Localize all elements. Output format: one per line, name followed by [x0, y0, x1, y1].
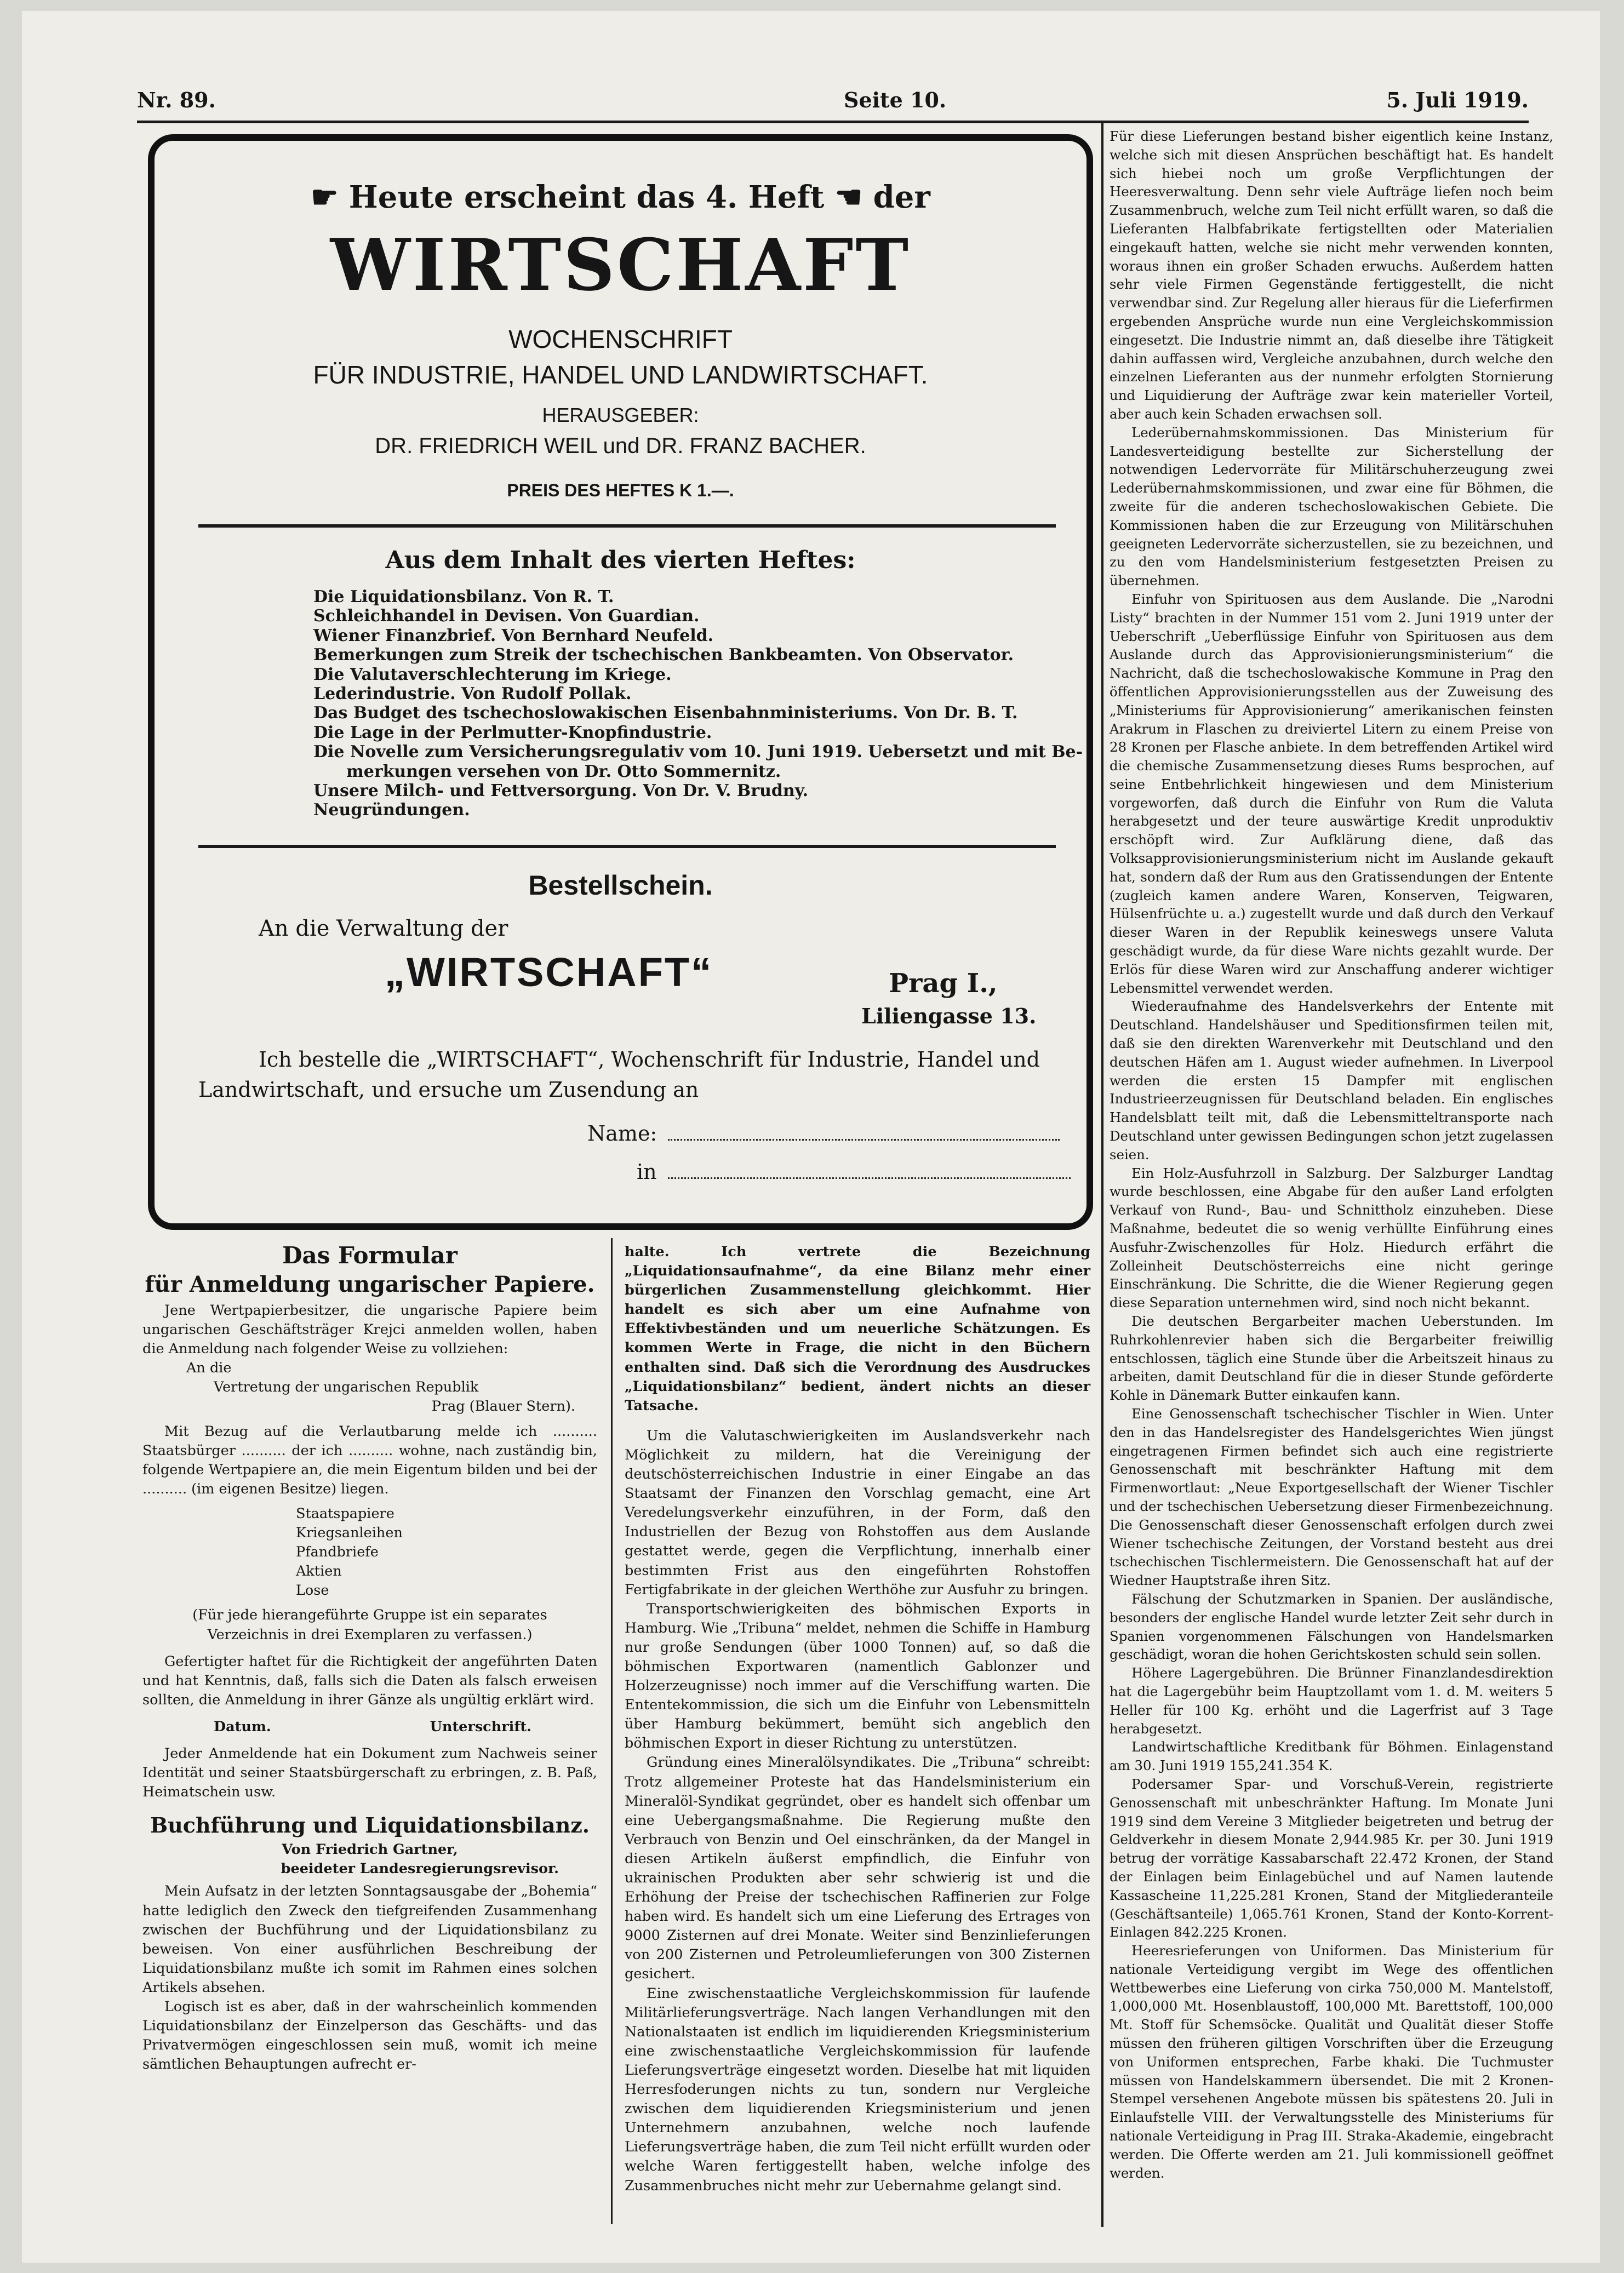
uniformen-paragraph: Heeresrieferungen von Uniformen. Das Ministerium für nationale Verteidigung vergibt im Wege des offentlichen Wettbewerbes eine Lieferung von cirka 750,000 M. Mantelstoff, 1,000,000 Mt. Hosenblaustoff, 100,000 Mt. Barettstoff, 100,000 Mt. Stoff für Schemsöcke. Qualität und Qualität dieser Stoffe müssen den früheren giltigen Vorschriften über die Erzeugung von Uniformen entsprechen, Farbe khaki. Die Tuchmuster müssen von Handelskammern übersendet. Die mit 2 Kronen-Stempel versehenen Angebote müssen bis spätestens 20. Juli in Einlaufstelle VIII. der Verwaltungsstelle des Ministeriums für nationale Verteidigung in Prag III. Straka-Akademie, eingebracht werden. Die Offerte werden am 21. Juli kommissionell geöffnet werden. — [1110, 1943, 1553, 2181]
handelsverkehr-paragraph: Wiederaufnahme des Handelsverkehrs der Entente mit Deutschland. Handelshäuser und Speditionsfirmen teilen mit, daß sie den direkten Warenverkehr mit Deutschland und den deutschen Häfen am 1. August wieder aufnehmen. In Liverpool werden die ersten 15 Dampfer mit englischen Industrieerzeugnissen für Deutschland beladen. Ein englisches Handelsblatt teilt mit, daß die Lebensmitteltransporte nach Deutschland unter gewissen Bedingungen schon jetzt zugelassen seien. — [1110, 998, 1553, 1163]
page-number: Seite 10. — [844, 88, 947, 112]
bergarbeiter-paragraph: Die deutschen Bergarbeiter machen Ueberstunden. Im Ruhrkohlenrevier haben sich die Bergarbeiter freiwillig entschlossen, täglich eine Stunde über die Arbeitszeit hinaus zu arbeiten, damit Deutschland für die in dieser Stunde geförderte Kohle in Dänemark Butter einkaufen kann. — [1110, 1313, 1553, 1404]
header-rule — [137, 121, 1529, 123]
ad-order-name: „WIRTSCHAFT“ — [385, 949, 713, 995]
content-item: Wiener Finanzbrief. Von Bernhard Neufeld. — [313, 626, 714, 645]
issue-number: Nr. 89. — [137, 88, 216, 112]
name-field[interactable] — [668, 1139, 1060, 1141]
ad-announcement: Heute erscheint das 4. Heft — [348, 179, 825, 215]
vertretung: Vertretung der ungarischen Republik — [214, 1379, 479, 1396]
ad-order-text-2: Landwirtschaft, und ersuche um Zusendung an — [198, 1078, 699, 1102]
vergleichskommission-paragraph: Eine zwischenstaatliche Vergleichskommission für laufende Militärlieferungsverträge. Nach langen Verhandlungen mit den Nationalstaaten ist endlich im liquidierenden Kriegsministerium eine zwischenstaatliche Vergleichskommission für laufende Lieferungsverträge eingesetzt worden. Dieselbe hat mit liquiden Herresfoderungen nichts zu tun, sondern nur Vergleiche zwischen dem liquidierenden Kriegsministerium und jenen Unternehmern anzubahnen, welche noch laufende Lieferungsverträge haben, die zum Teil nicht erfüllt wurden oder welche Waren fertiggestellt haben, welche infolge des Zusammenbruches nicht mehr zur Uebernahme gelangt sind. — [625, 1985, 1090, 2194]
ad-announcement-der: der — [873, 179, 930, 215]
buchfuehrung-paragraph-1: Mein Aufsatz in der letzten Sonntagsausgabe der „Bohemia“ hatte lediglich den Zweck den tiefgreifenden Zusammenhang zwischen der Buchführung und der Liquidationsbilanz zu beweisen. Von einer ausführlichen Beschreibung der Liquidationsbilanz mußte ich somit im Rahmen eines solchen Artikels absehen. — [142, 1883, 597, 1996]
valuta-paragraph: Um die Valutaschwierigkeiten im Auslandsverkehr nach Möglichkeit zu mildern, hat die Vereinigung der deutschösterreichischen Industrie in einer Eingabe an das Staatsamt der Finanzen den Vorschlag gemacht, eine Art Veredelungsverkehr einzuführen, in der Form, daß den Industriellen der Bezug von Rohstoffen aus dem Auslande gestattet werde, gegen die Verpflichtung, innerhalb einer bestimmten Frist aus den eingeführten Rohstoffen Fertigfabrikate in der gleichen Werthöhe zur Ausfuhr zu bringen. — [625, 1427, 1090, 1598]
unterschrift-label: Unterschrift. — [430, 1718, 531, 1735]
address-field[interactable] — [668, 1177, 1071, 1179]
ad-editors-label: HERAUSGEBER: — [542, 404, 699, 426]
content-item: Die Novelle zum Versicherungsregulativ vom 10. Juni 1919. Uebersetzt und mit Be- — [313, 742, 1083, 762]
jeder-anmeldende: Jeder Anmeldende hat ein Dokument zum Nachweis seiner Identität und seiner Staatsbürgerschaft zu erbringen, z. B. Paß, Heimatschein usw. — [142, 1745, 597, 1801]
column-divider-left — [611, 1238, 613, 2224]
content-item: Lederindustrie. Von Rudolf Pollak. — [313, 684, 632, 704]
ad-rule-2 — [198, 845, 1056, 848]
pointing-hand-icon: ☛ — [311, 179, 339, 215]
content-item: Unsere Milch- und Fettversorgung. Von Dr. V. Brudny. — [313, 781, 809, 801]
buchfuehrung-author-role: beeideter Landesregierungsrevisor. — [281, 1860, 559, 1877]
mineraloel-paragraph: Gründung eines Mineralölsyndikates. Die „Tribuna“ schreibt: Trotz allgemeiner Proteste hat das Handelsministerium ein Mineralöl-Syndikat gegründet, ober es handelt sich offenbar um eine Uebergangsmaßnahme. Die Regierung mußte den Verbrauch von Benzin und Oel einschränken, da der Mangel in diesen Artikeln äußerst empfindlich, die Einfuhr von ukrainischen Produkten aber sehr schwierig ist und die Erhöhung der Preise der tschechischen Raffinerien zur Folge haben wird. Es handelt sich um eine Lieferung des Ertrages von 9000 Zisternen auf drei Monate. Weiter sind Benzinlieferungen von 200 Zisternen und Petroleumlieferungen von 300 Zisternen gesichert. — [625, 1754, 1090, 1983]
ad-in-label: in — [637, 1160, 1071, 1184]
content-item: Bemerkungen zum Streik der tschechischen Bankbeamten. Von Observator. — [313, 645, 1014, 665]
left-column — [142, 1241, 597, 2074]
buchfuehrung-paragraph-2: Logisch ist es aber, daß in der wahrscheinlich kommenden Liquidationsbilanz der Einzelperson das Geschäfts- und das Privatvermögen eingeschlossen sein muß, womit ich meine sämtlichen Behauptungen aufrecht er- — [142, 1999, 597, 2073]
ad-order-to: An die Verwaltung der — [259, 916, 508, 941]
papers-list — [142, 1504, 597, 1600]
ad-subtitle-2: FÜR INDUSTRIE, HANDEL UND LANDWIRTSCHAFT. — [313, 360, 928, 389]
ad-contents-list — [313, 587, 1083, 820]
ad-contents-title: Aus dem Inhalt des vierten Heftes: — [385, 546, 856, 574]
formular-title-2: für Anmeldung ungarischer Papiere. — [145, 1272, 595, 1297]
prag-address: Prag (Blauer Stern). — [431, 1398, 575, 1415]
ad-order-text-1: Ich bestelle die „WIRTSCHAFT“, Wochenschrift für Industrie, Handel und — [259, 1047, 1040, 1072]
genossenschaft-tischler-paragraph: Eine Genossenschaft tschechischer Tischler in Wien. Unter den in das Handelsregister des Handelsgerichtes Wien jüngst eingetragenen Firmen befindet sich auch eine registrierte Genossenschaft mit beschränkter Haftung mit dem Firmenwortlaut: „Neue Exportgesellschaft der Wiener Tischler und der tschechischen Uebersetzung dieser Firmenbezeichnung. Die Genossenschaft dieser Genossenschaft erfolgen durch zwei Wiener tschechische Zeitungen, der Vorstand besteht aus drei tschechischen Tischlermeistern. Die Genossenschaft hat auf der Wiedner Hauptstraße ihren Sitz. — [1110, 1405, 1553, 1589]
newspaper-page — [22, 11, 1600, 2263]
page-header — [137, 88, 1529, 118]
ad-price: PREIS DES HEFTES K 1.—. — [507, 480, 734, 500]
right-column — [1110, 127, 1553, 2182]
ad-editors: DR. FRIEDRICH WEIL und DR. FRANZ BACHER. — [375, 434, 866, 458]
buchfuehrung-title: Buchführung und Liquidationsbilanz. — [150, 1813, 590, 1838]
formular-intro: Jene Wertpapierbesitzer, die ungarische Papiere beim ungarischen Geschäftsträger Krejci anmelden wollen, haben die Anmeldung nach folgender Weise zu vollziehen: — [142, 1302, 597, 1358]
kreditbank-paragraph: Landwirtschaftliche Kreditbank für Böhmen. Einlagenstand am 30. Juni 1919 155,241.354 K. — [1110, 1739, 1553, 1774]
ad-order-street: Liliengasse 13. — [861, 1004, 1037, 1028]
formular-title-1: Das Formular — [282, 1242, 458, 1269]
paper-type: Lose — [296, 1582, 329, 1599]
spar-verein-paragraph: Podersamer Spar- und Vorschuß-Verein, registrierte Genossenschaft mit unbeschränkter Haftung. Im Monate Juni 1919 sind dem Vereine 3 Mitglieder beigetreten und betrug der Geldverkehr in diesem Monate 2,944.985 Kr. per 30. Juni 1919 betrug der vorrätige Kassabarschaft 22.472 Kronen, der Stand der Einlagen beim Einlagebüchel und auf Namen lautende Kassascheine 11,225.281 Kronen, Stand der Mitgliederanteile (Geschäftsanteile) 1,065.761 Kronen, Stand der Konto-Korrent-Einlagen 842.225 Kronen. — [1110, 1776, 1553, 1940]
liquidation-continued: halte. Ich vertrete die Bezeichnung „Liquidationsaufnahme“, da eine Bilanz mehr einer bürgerlichen Zusammenstellung gleichkommt. Hier handelt es sich aber um eine Aufnahme von Effektivbeständen und um neuerliche Schätzungen. Es kommen Werte in Frage, die nicht in den Büchern enthalten sind. Daß sich die Verordnung des Ausdruckes „Liquidationsbilanz“ bedient, ändert nichts an dieser Tatsache. — [625, 1244, 1090, 1414]
middle-column — [625, 1243, 1090, 2196]
transport-paragraph: Transportschwierigkeiten des böhmischen Exports in Hamburg. Wie „Tribuna“ meldet, nehmen die Schiffe in Hamburg nur große Sendungen (über 1000 Tonnen) auf, so daß die böhmischen Exportwaren (namentlich Gablonzer und Holzerzeugnisse) noch immer auf die Verschiffung warten. Die Ententekommission, die sich um die Einfuhr von Lebensmitteln über Hamburg bekümmert, bemüht sich angeblich den böhmischen Export in dieser Richtung zu unterstützen. — [625, 1600, 1090, 1752]
content-item: Das Budget des tschechoslowakischen Eisenbahnministeriums. Von Dr. B. T. — [313, 703, 1018, 723]
mit-bezug: Mit Bezug auf die Verlautbarung melde ich .......... Staatsbürger .......... der ich .......... wohne, nach zuständig bin, folgende Wertpapiere an, die mein Eigentum bilden und bei der .......... (im eigenen Besitze) liegen. — [142, 1423, 597, 1497]
paper-type: Kriegsanleihen — [296, 1525, 403, 1542]
issue-date: 5. Juli 1919. — [1386, 88, 1529, 112]
ad-title: WIRTSCHAFT — [330, 223, 911, 307]
paper-type: Staatspapiere — [296, 1505, 394, 1522]
pointing-hand-icon-2: ☚ — [834, 179, 863, 215]
fuer-jede-note: (Für jede hierangeführte Gruppe ist ein separates Verzeichnis in drei Exemplaren zu verfassen.) — [192, 1607, 547, 1643]
ad-rule-1 — [198, 524, 1056, 528]
content-item: Die Valutaverschlechterung im Kriege. — [313, 665, 672, 684]
datum-label: Datum. — [214, 1718, 271, 1735]
lederuebernahme-paragraph: Lederübernahmskommissionen. Das Ministerium für Landesverteidigung bestellte zur Sicherstellung der notwendigen Ledervorräte für Militärschuherzeugung zwei Lederübernahmskommissionen, und zwar eine für Böhmen, die zweite für die anderen tschechoslowakischen Gebiete. Die Kommissionen haben die zur Erzeugung von Militärschuhen geeigneten Ledervorräte sicherzustellen, sie zu bezeichnen, und zu den vom Handelsministerium festgesetzten Preisen zu übernehmen. — [1110, 424, 1553, 589]
paper-type: Aktien — [296, 1563, 342, 1580]
content-item: Die Lage in der Perlmutter-Knopfindustrie. — [313, 723, 712, 742]
ad-subtitle-1: WOCHENSCHRIFT — [508, 325, 733, 353]
ad-order-title: Bestellschein. — [528, 870, 713, 901]
content-item: Neugründungen. — [313, 800, 470, 820]
content-item: Die Liquidationsbilanz. Von R. T. — [313, 587, 614, 606]
buchfuehrung-author: Von Friedrich Gartner, — [282, 1841, 458, 1858]
spirituosen-paragraph: Einfuhr von Spirituosen aus dem Auslande. Die „Narodni Listy“ brachten in der Nummer 151 vom 2. Juni 1919 unter der Ueberschrift „Ueberflüssige Einfuhr von Spirituosen aus dem Auslande durch das Approvisionierungsministerium“ die Nachricht, daß die tschechoslowakische Kommune in Prag den öffentlichen Approvisionierungsstellen aus der Zuweisung des „Ministeriums für Approvisionierung“ amerikanischen feinsten Arakrum in Flaschen zu dreiviertel Litern zu einem Preise von 28 Kronen per Flasche anbiete. In dem betreffenden Artikel wird die chemische Zusammensetzung dieses Rums besprochen, auf seine Entbehrlichkeit hingewiesen und dem Ministerium vorgeworfen, daß durch die Einfuhr von Rum die Valuta herabgesetzt und der teure auswärtige Kredit unproduktiv erschöpft wird. Zur Aufklärung diene, daß das Volksapprovisionierungsministerium nicht im Auslande gekauft hat, sondern daß der Rum aus den Gratissendungen der Entente (zugleich kamen andere Waren, Konserven, Teigwaren, Hülsenfrüchte u. a.) zugestellt wurde und daß durch den Verkauf dieser Waren in der Republik keineswegs unsere Valuta geschädigt wurde, da für diese Ware nichts gezahlt wurde. Der Erlös für diese Waren wird zur Anschaffung anderer wichtiger Lebensmittel verwendet werden. — [1110, 591, 1553, 996]
ad-name-label: Name: — [587, 1121, 1060, 1146]
holz-ausfuhrzoll-paragraph: Ein Holz-Ausfuhrzoll in Salzburg. Der Salzburger Landtag wurde beschlossen, eine Abgabe für den außer Land erfolgten Verkauf von Rund-, Bau- und Schnittholz einzuheben. Diese Maßnahme, bedeutet die so wenig verhüllte Einführung eines Ausfuhr-Zwischenzolles für Holz. Hiedurch erfährt die Zolleinheit Deutschösterreichs eine nicht geringe Einschränkung. Die Schritte, die die Wiener Regierung gegen diese Separation unternehmen wird, sind noch nicht bekannt. — [1110, 1165, 1553, 1311]
schutzmarken-paragraph: Fälschung der Schutzmarken in Spanien. Der ausländische, besonders der englische Handel wurde letzter Zeit sehr durch in Spanien vorgenommenen Fälschungen von Handelsmarken geschädigt, woran die hohen Gerichtskosten schuld sein sollen. — [1110, 1590, 1553, 1663]
right-paragraph-1: Für diese Lieferungen bestand bisher eigentlich keine Instanz, welche sich mit diesen Ansprüchen beschäftigt hat. Es handelt sich hiebei noch um große Verpflichtungen der Heeresverwaltung. Denn sehr viele Aufträge liefen noch beim Zusammenbruch, welche zum Teil nicht erfüllt waren, so daß die Lieferanten Halbfabrikate fertigstellten oder Materialien eingekauft hatten, welche sie nicht mehr verwenden konnten, woraus ihnen ein großer Schaden erwuchs. Außerdem hatten sehr viele Firmen Gegenstände fertiggestellt, die nicht verwendbar sind. Zur Regelung aller hieraus für die Lieferfirmen ergebenden Ansprüche wurde nun eine Vergleichskommission eingesetzt. Die Industrie nimmt an, daß dieselbe ihre Tätigkeit dahin auffassen wird, Vergleiche anzubahnen, durch welche den einzelnen Lieferanten aus der nunmehr erfolgten Stornierung und Liquidierung der Aufträge zwar kein materieller Vorteil, aber auch kein Schaden erwachsen soll. — [1110, 128, 1553, 422]
content-item: merkungen versehen von Dr. Otto Sommernitz. — [346, 762, 781, 781]
gefertigter: Gefertigter haftet für die Richtigkeit der angeführten Daten und hat Kenntnis, daß, falls sich die Daten als falsch erweisen sollten, die Anmeldung in ihrer Gänze als ungültig erklärt wird. — [142, 1653, 597, 1708]
content-item: Schleichhandel in Devisen. Von Guardian. — [313, 606, 700, 626]
paper-type: Pfandbriefe — [296, 1544, 379, 1561]
lagergebuehren-paragraph: Höhere Lagergebühren. Die Brünner Finanzlandesdirektion hat die Lagergebühr beim Hauptzollamt vom 1. d. M. weiters 5 Heller für 100 Kg. erhöht und die Lagerfrist auf 3 Tage herabgesetzt. — [1110, 1665, 1553, 1737]
ad-order-city: Prag I., — [889, 968, 998, 999]
wirtschaft-advertisement — [148, 134, 1093, 1230]
signature-line — [142, 1717, 597, 1737]
column-divider-right — [1101, 123, 1103, 2227]
an-die: An die — [186, 1360, 232, 1377]
